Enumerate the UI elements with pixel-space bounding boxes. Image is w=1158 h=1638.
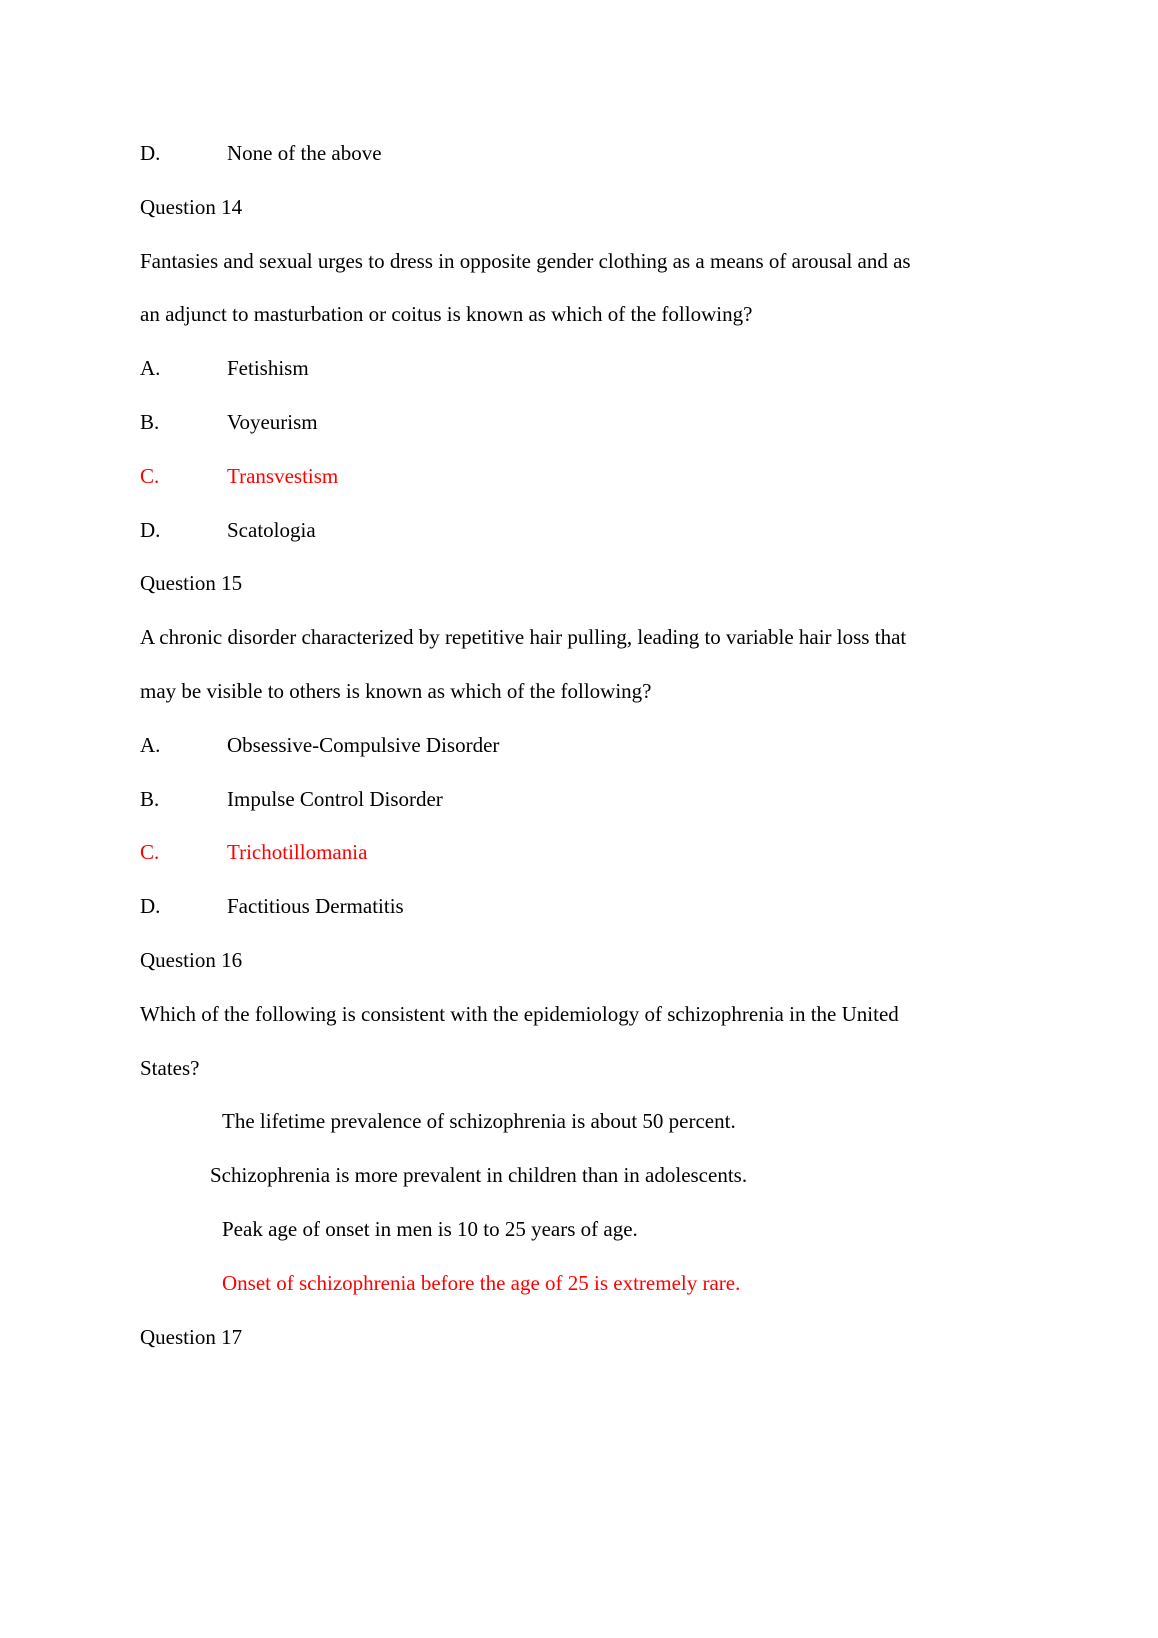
option-letter: A. — [140, 356, 161, 381]
q15-stem-line: may be visible to others is known as which of the following? — [140, 678, 652, 703]
q15-stem-line: A chronic disorder characterized by repetitive hair pulling, leading to variable hair loss that — [140, 625, 907, 650]
q14-stem-line: an adjunct to masturbation or coitus is known as which of the following? — [140, 302, 753, 327]
q14-option-b — [140, 396, 1098, 450]
option-letter: C. — [140, 463, 160, 488]
q17-title: Question 17 — [140, 1324, 243, 1349]
option-text: Fetishism — [227, 356, 309, 381]
option-text: Factitious Dermatitis — [227, 894, 404, 919]
document-page — [140, 127, 1098, 1364]
option-text: Voyeurism — [227, 409, 318, 434]
q13-option-d — [140, 127, 1098, 181]
option-letter: C. — [140, 840, 160, 865]
q16-option-4-correct: Onset of schizophrenia before the age of 25 is extremely rare. — [222, 1270, 741, 1295]
option-text: None of the above — [227, 141, 382, 165]
option-text: Impulse Control Disorder — [227, 786, 443, 811]
option-letter: D. — [140, 517, 161, 542]
q15-title: Question 15 — [140, 571, 243, 596]
q14-option-a — [140, 342, 1098, 396]
q15-option-d — [140, 880, 1098, 934]
q16-option-2: Schizophrenia is more prevalent in children than in adolescents. — [210, 1163, 748, 1188]
option-letter: A. — [140, 732, 161, 757]
option-letter: D. — [140, 141, 161, 165]
option-text: Scatologia — [227, 517, 316, 542]
option-text: Trichotillomania — [227, 840, 368, 865]
q14-option-c-correct — [140, 450, 1098, 504]
q16-stem-line: States? — [140, 1055, 200, 1080]
q16-stem-line: Which of the following is consistent with the epidemiology of schizophrenia in the United — [140, 1001, 899, 1026]
option-letter: D. — [140, 894, 161, 919]
option-text: Obsessive-Compulsive Disorder — [227, 732, 500, 757]
q16-option-3: Peak age of onset in men is 10 to 25 years of age. — [222, 1216, 638, 1241]
q15-option-a — [140, 719, 1098, 773]
q15-option-b — [140, 773, 1098, 827]
q14-stem-line: Fantasies and sexual urges to dress in opposite gender clothing as a means of arousal and as — [140, 248, 911, 273]
q14-option-d — [140, 504, 1098, 558]
q14-title: Question 14 — [140, 194, 243, 219]
option-letter: B. — [140, 409, 160, 434]
q16-title: Question 16 — [140, 947, 243, 972]
q15-option-c-correct — [140, 826, 1098, 880]
q16-option-1: The lifetime prevalence of schizophrenia is about 50 percent. — [222, 1109, 736, 1134]
option-letter: B. — [140, 786, 160, 811]
option-text: Transvestism — [227, 463, 339, 488]
